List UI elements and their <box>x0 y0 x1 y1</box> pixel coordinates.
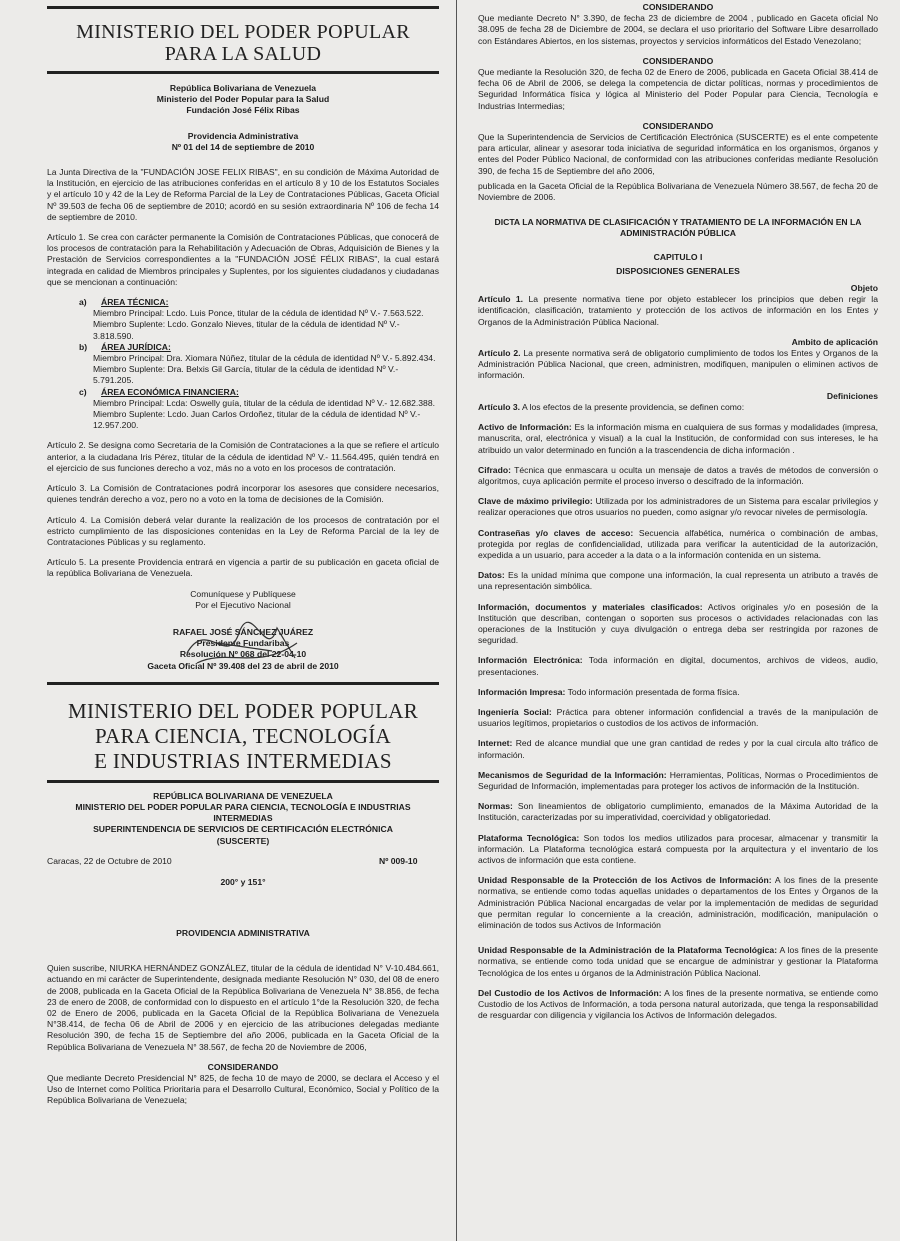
ciencia-dateline <box>47 856 439 868</box>
definiciones-heading: Definiciones <box>826 390 878 401</box>
considerando-heading: CONSIDERANDO <box>642 2 714 12</box>
salud-areas <box>47 297 439 431</box>
definition-item <box>478 422 878 456</box>
article-label: Artículo 3. <box>478 401 521 412</box>
area-name: ÁREA JURÍDICA: <box>101 341 171 352</box>
area-c <box>47 387 439 398</box>
dicta-heading: DICTA LA NORMATIVA DE CLASIFICACIÓN Y TRATAMIENTO DE LA INFORMACIÓN EN LA ADMINISTRACIÓN PÚBLICA <box>494 217 862 239</box>
article-label: Artículo 2. <box>478 348 521 359</box>
definition-text: Práctica para obtener información confidencial a través de la manipulación de usuarios legítimos, propietarios o custodios de los activos de información. <box>478 706 878 729</box>
definition-item <box>478 655 878 677</box>
article-text: A los efectos de la presente providencia, se definen como: <box>520 401 745 412</box>
definition-term: Unidad Responsable de la Protección de los Activos de Información: <box>478 875 772 886</box>
definition-term: Clave de máximo privilegio: <box>478 496 593 507</box>
masthead-line: PARA CIENCIA, TECNOLOGÍA <box>95 723 391 748</box>
area-b <box>47 342 439 353</box>
area-member: Miembro Suplente: Dra. Belxis Gil García, titular de la cédula de identidad Nº V.- 5.791.205. <box>93 364 399 386</box>
definition-term: Activo de Información: <box>478 422 572 433</box>
area-member: Miembro Principal: Lcdo. Luis Ponce, titular de la cédula de identidad Nº V.- 7.563.522. <box>93 308 424 319</box>
area-label: b) <box>79 341 88 352</box>
definition-text: Herramientas, Políticas, Normas o Procedimientos de Seguridad de Información, implementadas para proteger los activos de información de la Institución. <box>478 769 878 791</box>
definition-term: Plataforma Tecnológica: <box>478 832 580 843</box>
handwritten-signature-icon <box>177 613 307 675</box>
considerando-1: Que mediante Decreto Presidencial N° 825, de fecha 10 de mayo de 2000, se declara el Acceso y el Uso de Internet como Política Prioritaria para el Desarrollo Cultural, Económico, Social y Político de la República Bolivariana de Venezuela; <box>47 1072 439 1106</box>
definition-text: Toda información en digital, documentos, archivos de videos, audio, presentaciones. <box>478 655 878 677</box>
header-line: Fundación José Félix Ribas <box>186 105 300 116</box>
article-text: La presente normativa será de obligatorio cumplimiento de todos los Entes y Organos de la Administración Pública Nacional, que creen, administren, modifiquen, manipulen o eliminen activos de información. <box>478 348 878 381</box>
area-member: Miembro Principal: Lcda: Oswelly guía, titular de la cédula de identidad Nº V.- 12.682.388. <box>93 397 435 408</box>
definition-item <box>478 988 878 1022</box>
header-line: (SUSCERTE) <box>216 835 270 846</box>
definition-term: Contraseñas y/o claves de acceso: <box>478 527 634 538</box>
definition-text: A los fines de la presente normativa, se entiende como toda unidad que se encargue de administrar y gestionar la Plataforma Tecnológica de los entes u órganos de la Administración Pública Nacional. <box>478 945 878 978</box>
considerando-4: Que la Superintendencia de Servicios de Certificación Electrónica (SUSCERTE) es el ente competente para articular, alinear y asesorar toda iniciativa de seguridad informática en los organismos, órganos y entes del Poder Público Nacional, de conformidad con las atribuciones conferidas mediante Resolución 390, de fecha 15 de Septiembre del año 2006, <box>478 132 878 176</box>
definition-text: Técnica que enmascara u oculta un mensaje de datos a través de métodos de conversión o algoritmos, cuya aplicación permite el proceso inverso o descifrado de la información. <box>478 464 878 486</box>
salud-intro: La Junta Directiva de la "FUNDACIÓN JOSE FELIX RIBAS", en su condición de Máxima Autoridad de la Institución, en ejercicio de las atribuciones conferidas en el artículo 8 y 10 de los Estatutos Sociales y el artículo 10 y 42 de la Ley de Reforma Parcial de la Ley de Contrataciones Públicas, Gaceta Oficial Nº 39.503 de fecha 06 de septiembre de 2010; acordó en su sesión extraordinaria Nº 106 de fecha 14 de septiembre de 2010. <box>47 167 439 222</box>
prov-title: Providencia Administrativa <box>187 130 299 141</box>
definition-item <box>478 465 878 487</box>
definition-text: Son todos los medios utilizados para procesar, almacenar y transmitir la información. La Plataforma tecnológica estará compuesta por la arquitectura y el inventario de los activos de información que esta contiene. <box>478 832 878 865</box>
area-label: c) <box>79 386 87 397</box>
definition-item <box>478 570 878 592</box>
chapter-heading: CAPITULO I <box>653 251 703 262</box>
considerando-heading: CONSIDERANDO <box>642 55 714 66</box>
salud-masthead <box>47 21 439 65</box>
objeto-heading: Objeto <box>850 283 878 294</box>
definition-item <box>478 770 878 792</box>
definition-term: Internet: <box>478 738 513 749</box>
salud-art3: Artículo 3. La Comisión de Contrataciones podrá incorporar los asesores que considere necesarios, quienes tendrán derecho a voz, pero no a voto en la toma de decisiones de la Comisión. <box>47 483 439 505</box>
definition-text: Red de alcance mundial que une gran cantidad de redes y por la cual circula alto tráfico de información. <box>478 738 878 760</box>
definition-item <box>478 707 878 729</box>
definition-item <box>478 833 878 867</box>
definition-item <box>478 875 878 931</box>
area-label: a) <box>79 297 87 308</box>
closing-line: Comuníquese y Publíquese <box>190 588 296 599</box>
article-2 <box>478 348 878 382</box>
signer-name: RAFAEL JOSÉ SÁNCHEZ JUÁREZ <box>172 626 314 637</box>
definition-term: Datos: <box>478 570 505 581</box>
ambito-heading: Ambito de aplicación <box>791 336 878 347</box>
area-member: Miembro Suplente: Lcdo. Juan Carlos Ordoñez, titular de la cédula de identidad Nº V.- 12.957.200. <box>93 409 421 431</box>
definition-text: Activos originales y/o en posesión de la Institución que describan, contengan o soporten sus procesos o actividades relacionadas con las operaciones de la Institución y cuya divulgación o entrega deba ser restringida por razones de seguridad. <box>478 601 878 646</box>
definition-item <box>478 801 878 823</box>
salud-art4: Artículo 4. La Comisión deberá velar durante la realización de los procesos de contratación por el estricto cumplimiento de las disposiciones contenidas en la Ley de Reforma Parcial de la ley de Contrataciones Públicas y su reglamento. <box>47 514 439 547</box>
ciencia-date: Caracas, 22 de Octubre de 2010 <box>47 855 172 866</box>
definition-item <box>478 528 878 562</box>
masthead-line: PARA LA SALUD <box>164 43 322 65</box>
definition-term: Información Impresa: <box>478 686 566 697</box>
article-3 <box>478 402 878 413</box>
considerando-heading: CONSIDERANDO <box>207 1061 279 1072</box>
signer-role: Presidente Fundaribas <box>196 638 290 649</box>
signer-gaceta: Gaceta Oficial Nº 39.408 del 23 de abril de 2010 <box>147 660 339 671</box>
definitions-list <box>478 413 878 1021</box>
header-line: Ministerio del Poder Popular para la Salud <box>156 94 330 105</box>
article-text: La presente normativa tiene por objeto establecer los principios que deben regir la identificación, clasificación, tratamiento y protección de los activos de información en los Entes y Organos de la Administración Pública Nacional. <box>478 294 878 327</box>
area-name: ÁREA TÉCNICA: <box>101 297 169 308</box>
definition-term: Del Custodio de los Activos de Información: <box>478 987 662 998</box>
definition-term: Información Electrónica: <box>478 655 583 666</box>
salud-art1: Artículo 1. Se crea con carácter permanente la Comisión de Contrataciones Públicas, que conocerá de los procesos de contratación para la Rehabilitación y Adecuación de Obras, Adquisición de Bienes y la Prestación de Servicios correspondientes a la "FUNDACIÓN JOSÉ FÉLIX RIBAS", la cual estará integrada en calidad de Miembros principales y Suplentes, por los siguientes ciudadanos y ciudadanas que se mencionan a continuación: <box>47 232 439 287</box>
header-line: REPÚBLICA BOLIVARIANA DE VENEZUELA <box>153 790 333 801</box>
area-a <box>47 297 439 308</box>
ciencia-body: Quien suscribe, NIURKA HERNÁNDEZ GONZÁLEZ, titular de la cédula de identidad N° V-10.484.661, actuando en mi carácter de Superintendente, designada mediante Resolución N° 030, del 08 de enero de 2008, publicada en la Gaceta Oficial de la República Bolivariana de Venezuela N° 38.856, de fecha 23 de enero de 2008, de conformidad con lo dispuesto en el artículo 1°de la Resolución 320, de fecha 02 de Enero de 2006, publicada en la Gaceta Oficial de la República Bolivariana de Venezuela N°38.414, de fecha 06 de Abril de 2006 y en ejercicio de las atribuciones delegadas mediante Resolución 390, de fecha 15 de Septiembre del año 2006, publicada en la Gaceta Oficial de la República Bolivariana de Venezuela N° 38.567, de fecha 20 de Noviembre de 2006, <box>47 963 439 1052</box>
header-line: República Bolivariana de Venezuela <box>169 83 317 93</box>
definition-term: Ingeniería Social: <box>478 706 552 717</box>
ciencia-masthead <box>47 699 439 774</box>
definition-item <box>478 945 878 979</box>
considerando-2: Que mediante Decreto N° 3.390, de fecha 23 de diciembre de 2004 , publicado en Gaceta oficial No 38.095 de fecha 28 de Diciembre de 2004, se declara el uso prioritario del Software Libre desarrollado con Estándares Abiertos, en los sistemas, proyectos y servicios informáticos del Estado Venezolano; <box>478 13 878 46</box>
considerando-3: Que mediante la Resolución 320, de fecha 02 de Enero de 2006, publicada en Gaceta Oficial 38.414 de fecha 06 de Abril de 2006, se delega la competencia de dictar políticas, normas y procedimientos de Seguridad Informática física y lógica al Ministerio del Poder Popular para Ciencia, Tecnología e Industrias Intermedias; <box>478 67 878 111</box>
ciencia-years: 200° y 151° <box>220 876 266 887</box>
area-name: ÁREA ECONÓMICA FINANCIERA: <box>101 386 239 397</box>
definition-text: Son lineamientos de obligatorio cumplimiento, emanados de la Máxima Autoridad de la Institución, caracterizadas por su imperatividad, coercividad y obligatoriedad. <box>478 801 878 823</box>
signer-resolution: Resolución Nº 068 del 22-04-10 <box>179 649 307 660</box>
definition-text: Todo información presentada de forma física. <box>565 686 740 697</box>
right-column <box>478 0 878 1241</box>
masthead-line: MINISTERIO DEL PODER POPULAR <box>67 698 419 723</box>
definition-item <box>478 687 878 698</box>
header-line: MINISTERIO DEL PODER POPULAR PARA CIENCIA, TECNOLOGÍA E INDUSTRIAS INTERMEDIAS <box>75 801 411 824</box>
definition-text: A los fines de la presente normativa, se entiende como todas aquellas unidades o departamentos de los Entes y Órganos de la Administración Pública Nacional encargadas de velar por la implementación de medidas de seguridad que permitan regular lo concerniente a la creación, administración, modificación, manipulación o eliminación de todos sus Activos de Información <box>478 875 878 930</box>
definition-term: Unidad Responsable de la Administración de la Plataforma Tecnológica: <box>478 945 778 956</box>
column-divider <box>456 0 457 1241</box>
area-member: Miembro Suplente: Lcdo. Gonzalo Nieves, titular de la cédula de identidad Nº V.- 3.818.590. <box>93 319 400 341</box>
definition-item <box>478 496 878 518</box>
header-line: SUPERINTENDENCIA DE SERVICIOS DE CERTIFICACIÓN ELECTRÓNICA <box>93 824 393 835</box>
definition-text: Es la información misma en cualquiera de sus formas y modalidades (impresa, manuscrita, oral, electrónica y visual) a la cual la Institución, de conformidad con sus intereses, le ha atribuido un valor determinado en función a la trascendencia de dicha información . <box>478 422 878 455</box>
salud-signature <box>47 627 439 672</box>
considerando-heading: CONSIDERANDO <box>642 120 714 131</box>
ciencia-prov-title: PROVIDENCIA ADMINISTRATIVA <box>176 927 310 938</box>
area-member: Miembro Principal: Dra. Xiomara Núñez, titular de la cédula de identidad Nº V.- 5.892.434. <box>93 353 436 364</box>
dispositions-heading: DISPOSICIONES GENERALES <box>616 265 740 276</box>
masthead-line: E INDUSTRIAS INTERMEDIAS <box>94 748 392 773</box>
definition-term: Normas: <box>478 801 513 812</box>
ciencia-number: Nº 009-10 <box>379 855 418 866</box>
salud-header <box>47 83 439 117</box>
definition-term: Información, documentos y materiales clasificados: <box>478 601 703 612</box>
ciencia-header <box>47 791 439 847</box>
salud-art2: Artículo 2. Se designa como Secretaria de la Comisión de Contrataciones a la que se refiere el artículo anterior, a la ciudadana Iris Pérez, titular de la cédula de identidad Nº V.- 11.564.495, quién tendrá en el ejercicio de sus funciones derecho a voz, más no a voto en los procesos de contratación. <box>47 440 439 473</box>
prov-number: Nº 01 del 14 de septiembre de 2010 <box>171 141 315 152</box>
masthead-line: MINISTERIO DEL PODER POPULAR <box>76 21 410 43</box>
definition-item <box>478 602 878 647</box>
definition-term: Mecanismos de Seguridad de la Información: <box>478 769 667 780</box>
article-label: Artículo 1. <box>478 294 524 305</box>
definition-text: Utilizada por los administradores de un Sistema para escalar privilegios y realizar operaciones que otros usuarios no pueden, como asignar y/o revocar niveles de permisología. <box>478 496 878 518</box>
salud-closing <box>47 589 439 611</box>
closing-line: Por el Ejecutivo Nacional <box>195 599 291 610</box>
article-1 <box>478 294 878 328</box>
salud-prov <box>47 131 439 153</box>
considerando-4b: publicada en la Gaceta Oficial de la República Bolivariana de Venezuela Número 38.567, de fecha 20 de Noviembre de 2006. <box>478 180 878 203</box>
definition-text: A los fines de la presente normativa, se entiende como Custodio de los Activos de Información, a toda persona natural autorizada, que tenga la responsabilidad de resguardar con diligencia y vigilancia los Activos de Información delegados. <box>478 987 878 1021</box>
left-column <box>47 0 439 1241</box>
definition-term: Cifrado: <box>478 464 511 475</box>
definition-text: Secuencia alfabética, numérica o combinación de ambas, protegida por reglas de confidencialidad, utilizada para verificar la autenticidad de la autorización, expedida a un usuario, para acceder a la data o a la información contenida en un sistema. <box>478 527 878 560</box>
salud-art5: Artículo 5. La presente Providencia entrará en vigencia a partir de su publicación en gaceta oficial de la república Bolivariana de Venezuela. <box>47 557 439 579</box>
definition-text: Es la unidad mínima que compone una información, la cual representa un atributo a través de una representación simbólica. <box>478 570 878 592</box>
definition-item <box>478 738 878 760</box>
